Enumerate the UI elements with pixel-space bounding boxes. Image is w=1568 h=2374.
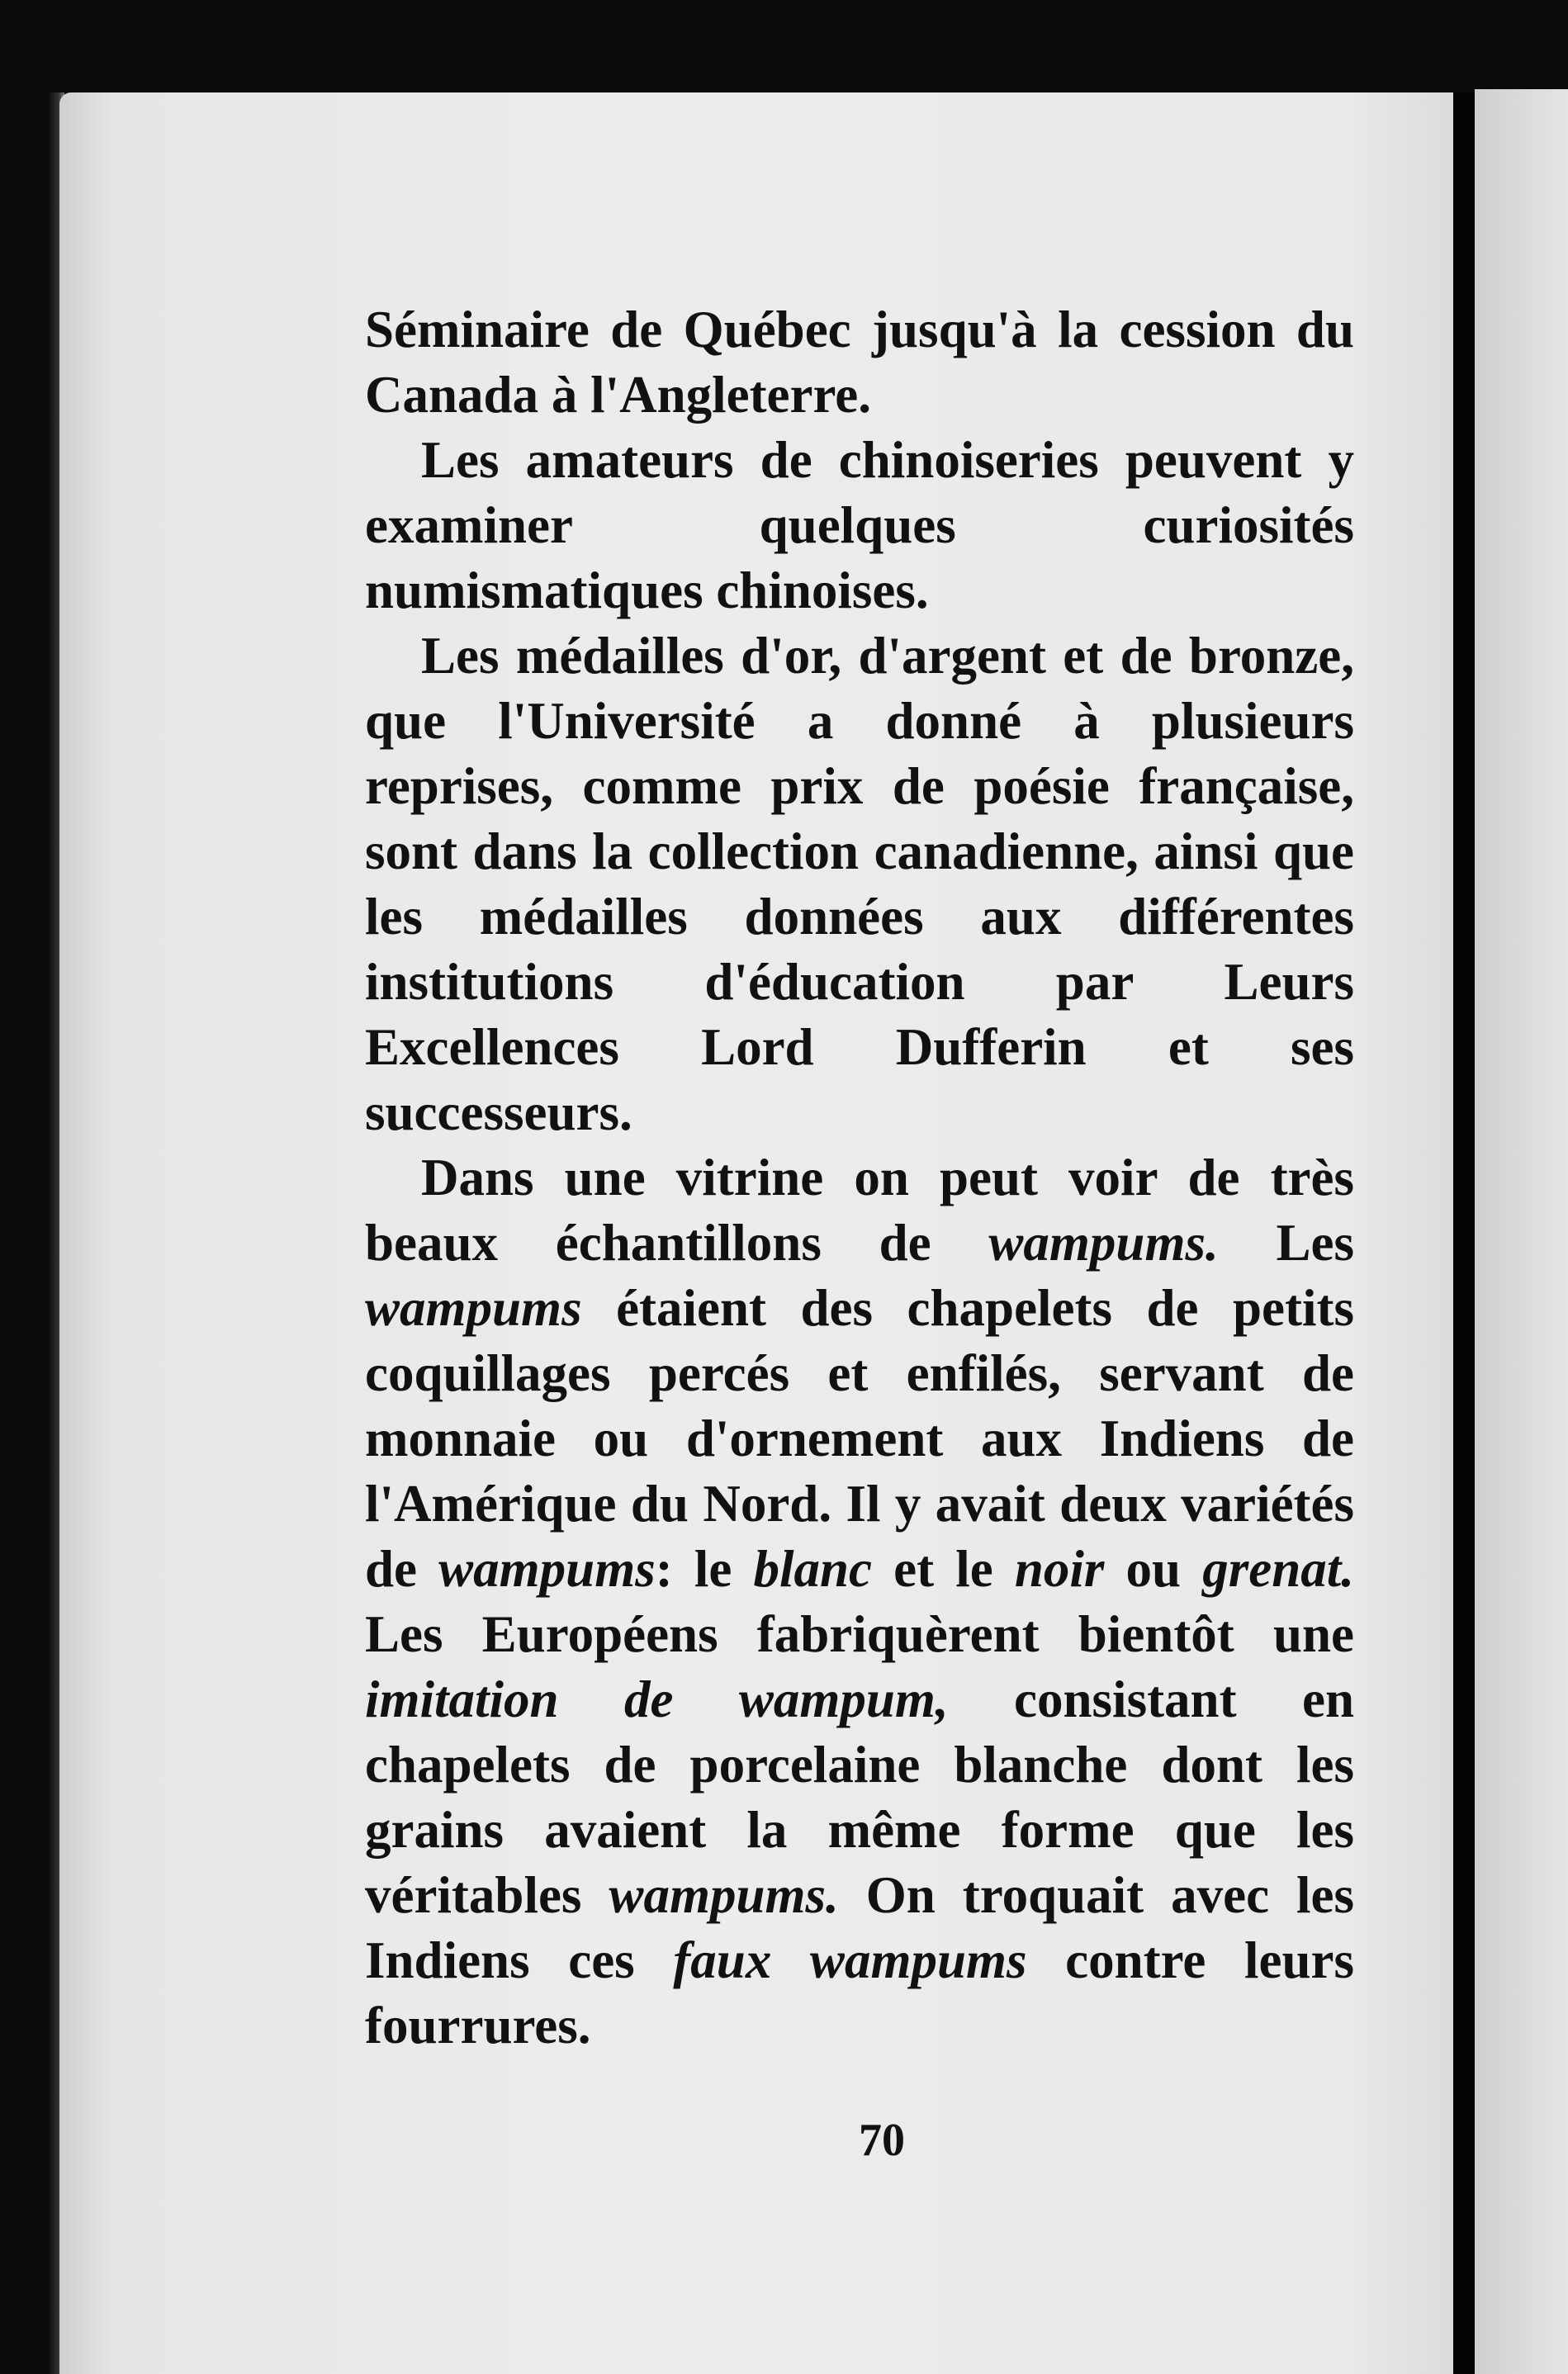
text-run: Les Européens fabriquèrent bientôt une [365,1605,1354,1663]
page-number: 70 [859,2115,905,2166]
text-run: Dans une vitrine on peut voir de très beaux échantillons de [365,1149,1354,1272]
text-run: consistant en chapelets de porcelaine blanche dont les grains avaient la même forme que les véritables [365,1670,1354,1924]
text-run: : le [655,1540,754,1598]
text-run: Séminaire de Québec jusqu'à la cession du Canada à l'Angleterre. [365,301,1354,424]
italic-text-run: faux wampums [673,1931,1027,1989]
paragraph [365,428,1354,623]
italic-text-run: blanc [753,1540,872,1598]
text-run: On troquait avec les Indiens ces [365,1866,1355,1989]
paragraph [365,1145,1354,2059]
text-run: et le [871,1540,1015,1598]
italic-text-run: grenat. [1202,1540,1354,1598]
text-run: Les amateurs de chinoiseries peuvent y examiner quelques curiosités numismatiques chinoises. [365,431,1354,619]
italic-text-run: imitation de wampum, [365,1670,949,1728]
italic-text-run: wampums. [609,1866,839,1924]
italic-text-run: wampums. [988,1214,1219,1272]
text-run: ou [1104,1540,1203,1598]
italic-text-run: noir [1014,1540,1105,1598]
text-run: contre leurs fourrures. [365,1931,1354,2054]
text-run: Les [1218,1214,1354,1272]
book-gutter [1453,92,1475,2374]
paragraph [365,623,1354,1145]
page-body-text [365,297,1354,2059]
paragraph [365,297,1354,428]
text-run: Les médailles d'or, d'argent et de bronze, que l'Université a donné à plusieurs reprises, comme prix de poésie française, sont dans la collection canadienne, ainsi que les médailles données aux différentes institutions d'éducation par Leurs Excellences Lord Dufferin et ses successeurs. [365,627,1354,1141]
italic-text-run: wampums [365,1279,582,1337]
text-run: étaient des chapelets de petits coquillages percés et enfilés, servant de monnaie ou d'ornement aux Indiens de l'Amérique du Nord. Il y avait deux variétés de [365,1279,1354,1598]
italic-text-run: wampums [438,1540,656,1598]
facing-page-edge [1475,89,1568,2374]
